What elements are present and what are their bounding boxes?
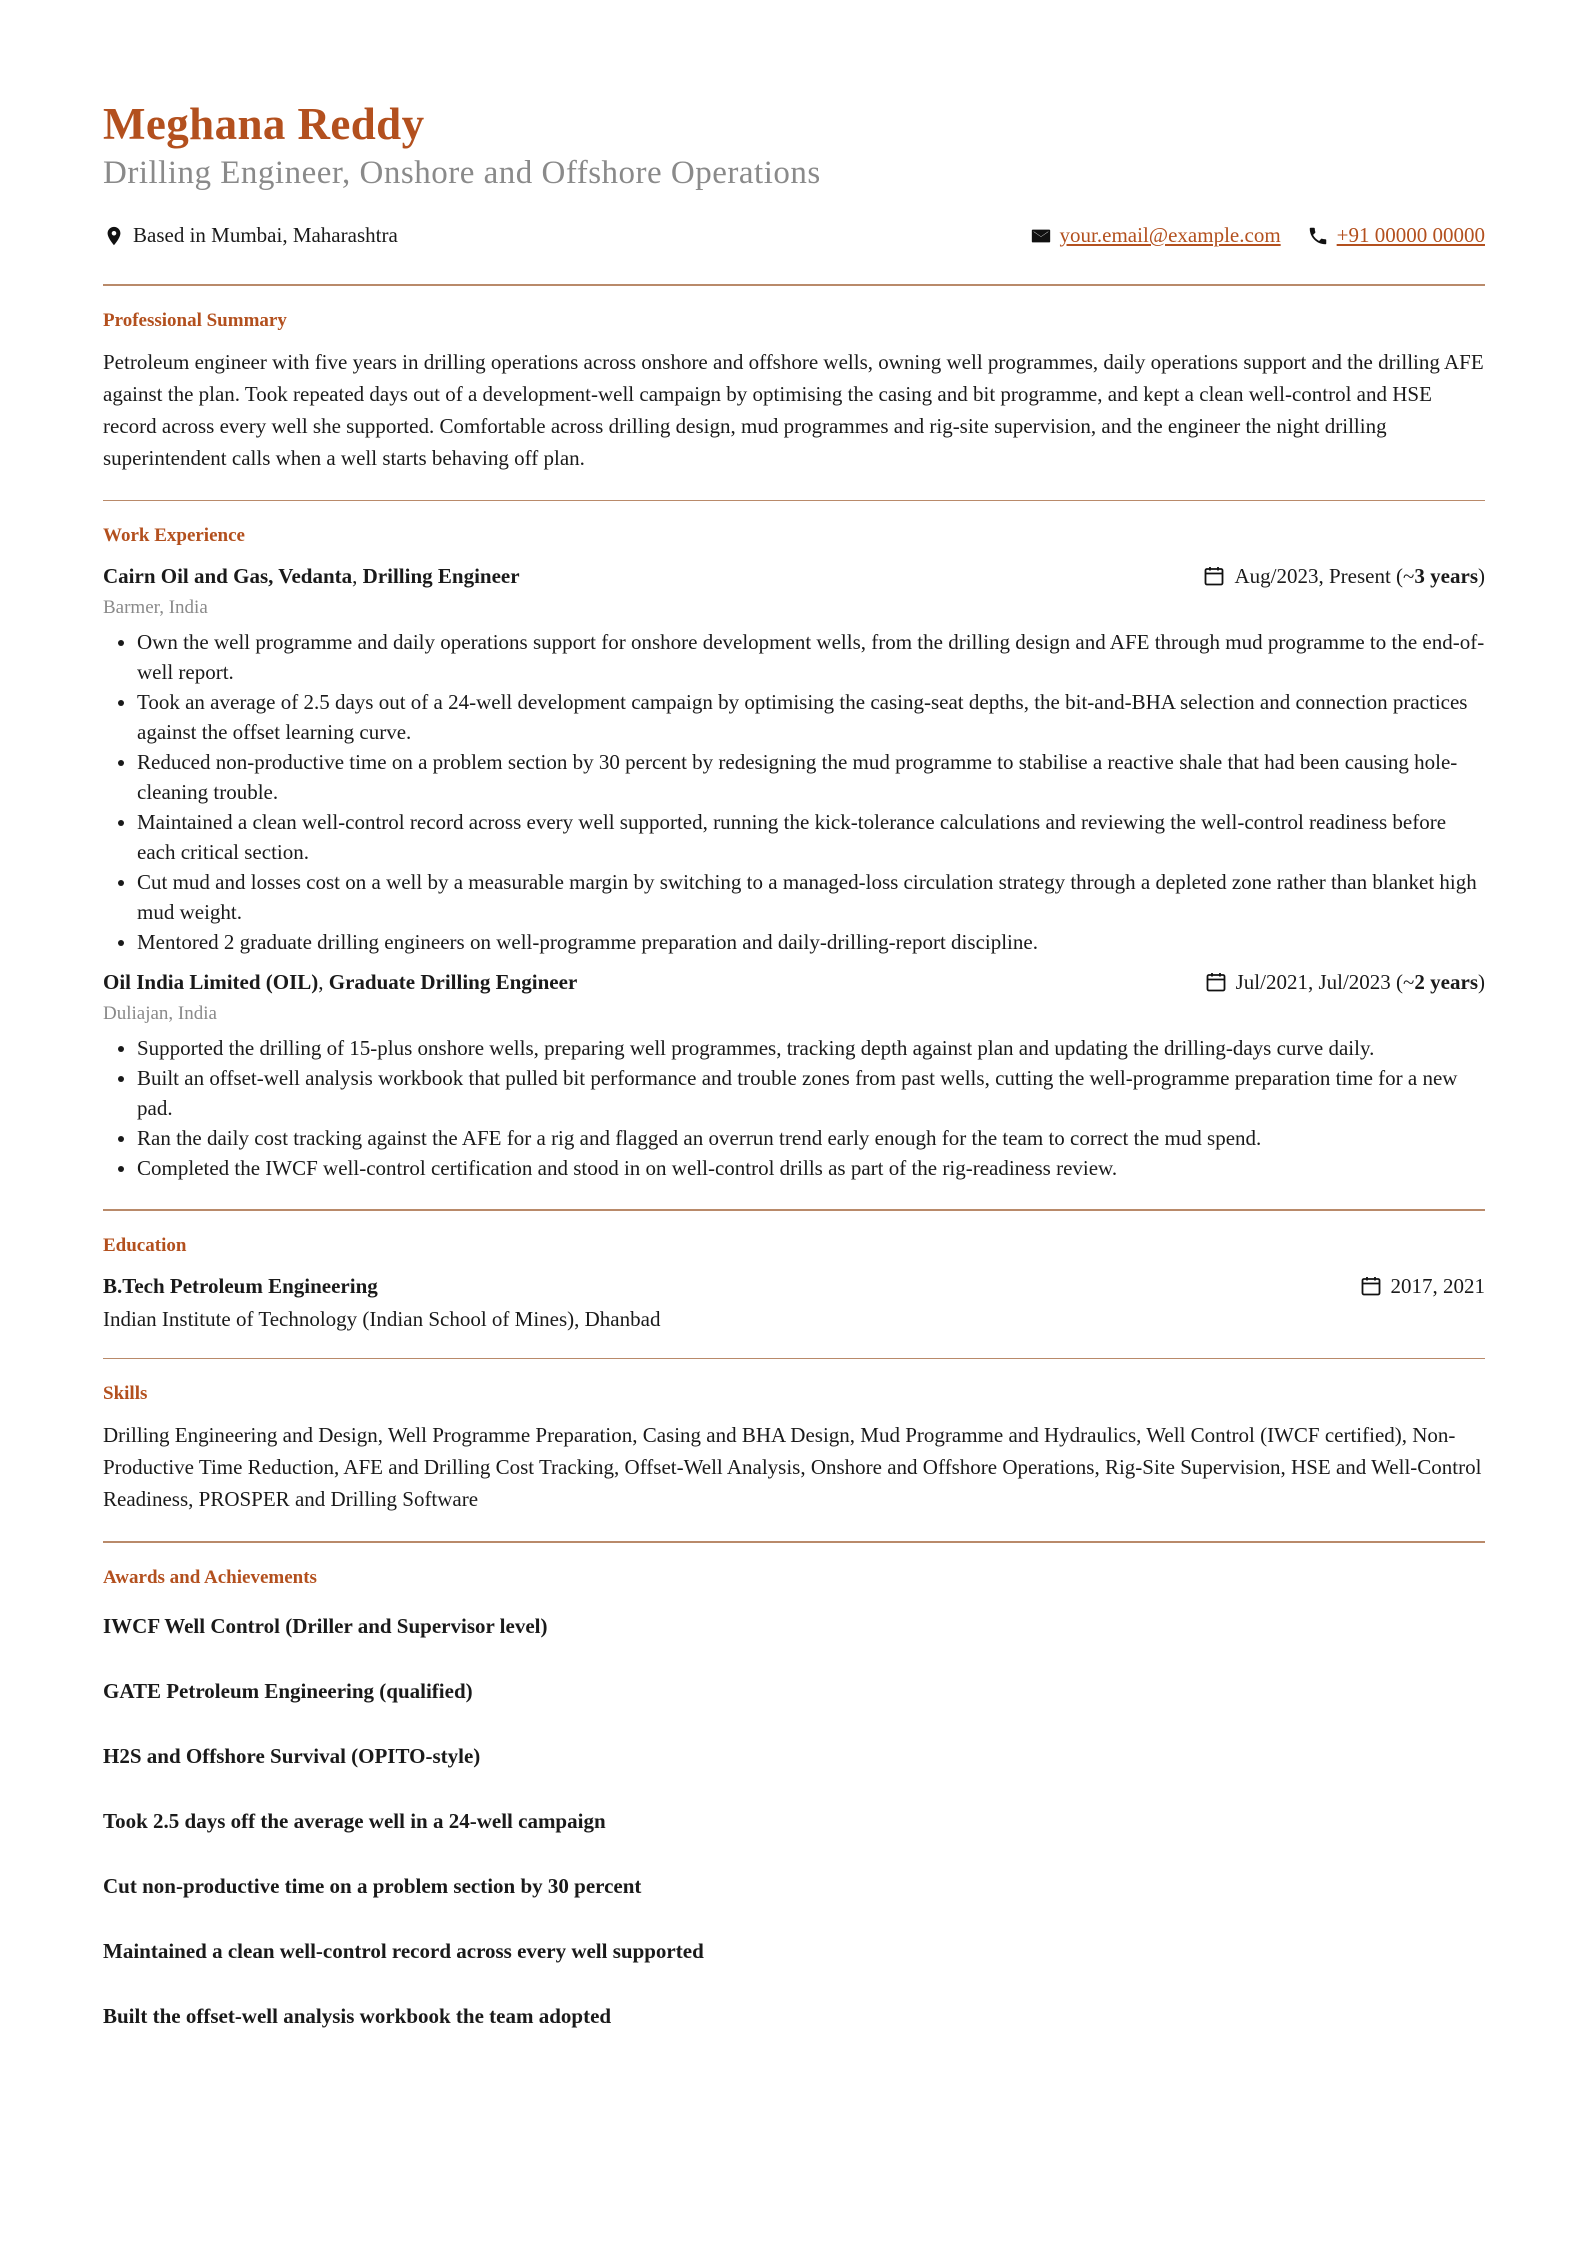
education-section bbox=[103, 1211, 1485, 1358]
job-role: Graduate Drilling Engineer bbox=[328, 970, 578, 995]
list-item: • Took an average of 2.5 days out of a 24-well development campaign by optimising the casing-seat depths, the bit-and-BHA selection and connection practices against the offset learning curve. bbox=[137, 687, 1485, 747]
job-entry bbox=[103, 561, 1485, 957]
award-item: Took 2.5 days off the average well in a 24-well campaign bbox=[103, 1808, 606, 1833]
job-role: Drilling Engineer bbox=[362, 564, 520, 589]
calendar-icon bbox=[1202, 564, 1226, 588]
section-title-education: Education bbox=[103, 1234, 187, 1256]
list-item: • Reduced non-productive time on a problem section by 30 percent by redesigning the mud programme to stabilise a reactive shale that had been causing hole-cleaning trouble. bbox=[137, 747, 1485, 807]
calendar-icon bbox=[1359, 1274, 1383, 1298]
calendar-icon bbox=[1204, 970, 1228, 994]
skills-text: Drilling Engineering and Design, Well Programme Preparation, Casing and BHA Design, Mud Programme and Hydraulics, Well Control (IWCF certified), Non-Productive Time Reduction, AFE and Drilling Cost Tracking, Offset-Well Analysis, Onshore and Offshore Operations, Rig-Site Supervision, HSE and Well-Control Readiness, PROSPER and Drilling Software bbox=[103, 1423, 1482, 1512]
award-item: Maintained a clean well-control record across every well supported bbox=[103, 1938, 704, 1963]
candidate-name: Meghana Reddy bbox=[103, 99, 425, 149]
job-bullets bbox=[103, 627, 1485, 957]
contact-row bbox=[103, 223, 1485, 248]
award-item: IWCF Well Control (Driller and Supervisor level) bbox=[103, 1613, 548, 1638]
email-link[interactable]: your.email@example.com bbox=[1059, 223, 1281, 248]
section-title-summary: Professional Summary bbox=[103, 309, 287, 331]
summary-section bbox=[103, 286, 1485, 500]
institution-name: Indian Institute of Technology (Indian School of Mines), Dhanbad bbox=[103, 1306, 661, 1331]
job-company: Cairn Oil and Gas, Vedanta bbox=[103, 564, 353, 589]
award-item: Built the offset-well analysis workbook the team adopted bbox=[103, 2003, 612, 2028]
award-item: GATE Petroleum Engineering (qualified) bbox=[103, 1678, 473, 1703]
section-title-awards: Awards and Achievements bbox=[103, 1566, 317, 1588]
awards-section bbox=[103, 1543, 1485, 2092]
job-entry bbox=[103, 967, 1485, 1183]
job-title: Cairn Oil and Gas, Vedanta, Drilling Engineer bbox=[103, 564, 520, 589]
list-item: • Maintained a clean well-control record across every well supported, running the kick-tolerance calculations and reviewing the well-control readiness before each critical section. bbox=[137, 807, 1485, 867]
list-item: • Supported the drilling of 15-plus onshore wells, preparing well programmes, tracking depth against plan and updating the drilling-days curve daily. bbox=[137, 1033, 1485, 1063]
list-item: • Ran the daily cost tracking against the AFE for a rig and flagged an overrun trend early enough for the team to correct the mud spend. bbox=[137, 1123, 1485, 1153]
job-location: Duliajan, India bbox=[103, 1003, 217, 1025]
phone-item[interactable] bbox=[1307, 223, 1485, 248]
job-dates: Jul/2021, Jul/2023 (~ 2 years ) bbox=[1204, 967, 1485, 997]
candidate-headline: Drilling Engineer, Onshore and Offshore Operations bbox=[103, 154, 821, 191]
award-item: H2S and Offshore Survival (OPITO-style) bbox=[103, 1743, 481, 1768]
skills-section bbox=[103, 1359, 1485, 1541]
email-item[interactable] bbox=[1030, 223, 1281, 248]
award-item: Cut non-productive time on a problem section by 30 percent bbox=[103, 1873, 642, 1898]
list-item: • Completed the IWCF well-control certification and stood in on well-control drills as part of the rig-readiness review. bbox=[137, 1153, 1485, 1183]
list-item: • Built an offset-well analysis workbook that pulled bit performance and trouble zones from past wells, cutting the well-programme preparation time for a new pad. bbox=[137, 1063, 1485, 1123]
job-dates: Aug/2023, Present (~ 3 years ) bbox=[1202, 561, 1485, 591]
section-title-skills: Skills bbox=[103, 1383, 148, 1405]
section-title-experience: Work Experience bbox=[103, 525, 245, 547]
phone-icon bbox=[1307, 225, 1329, 247]
phone-link[interactable]: +91 00000 00000 bbox=[1336, 223, 1485, 248]
list-item: • Mentored 2 graduate drilling engineers on well-programme preparation and daily-drilling-report discipline. bbox=[137, 927, 1485, 957]
job-company: Oil India Limited (OIL) bbox=[103, 970, 319, 995]
job-location: Barmer, India bbox=[103, 597, 208, 619]
resume-header bbox=[103, 100, 1485, 248]
location-text: Based in Mumbai, Maharashtra bbox=[133, 223, 398, 248]
mail-icon bbox=[1030, 225, 1052, 247]
experience-section bbox=[103, 501, 1485, 1209]
location-item bbox=[103, 223, 398, 248]
list-item: • Cut mud and losses cost on a well by a measurable margin by switching to a managed-loss circulation strategy through a depleted zone rather than blanket high mud weight. bbox=[137, 867, 1485, 927]
education-dates: 2017, 2021 bbox=[1359, 1271, 1486, 1301]
location-pin-icon bbox=[103, 225, 125, 247]
summary-text: Petroleum engineer with five years in drilling operations across onshore and offshore wells, owning well programmes, daily operations support and the drilling AFE against the plan. Took repeated days out of a development-well campaign by optimising the casing and bit programme, and kept a clean well-control and HSE record across every well she supported. Comfortable across drilling design, mud programmes and rig-site supervision, and the engineer the night drilling superintendent calls when a well starts behaving off plan. bbox=[103, 349, 1484, 470]
job-bullets bbox=[103, 1033, 1485, 1183]
job-title: Oil India Limited (OIL), Graduate Drilling Engineer bbox=[103, 970, 578, 995]
list-item: • Own the well programme and daily operations support for onshore development wells, from the drilling design and AFE through mud programme to the end-of-well report. bbox=[137, 627, 1485, 687]
degree-title: B.Tech Petroleum Engineering bbox=[103, 1273, 378, 1298]
